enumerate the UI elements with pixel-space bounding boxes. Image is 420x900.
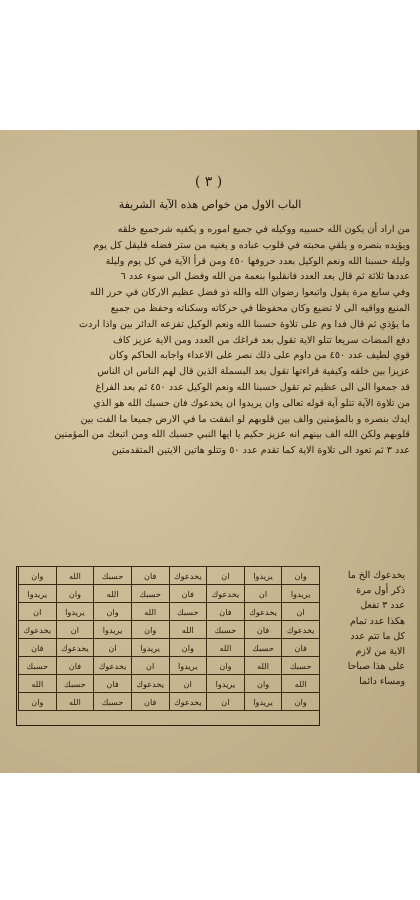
- body-line: ايدك بنصره و بالمؤمنين والف بين قلوبهم لو انفقت ما في الارض جميعا ما الفت بين: [80, 413, 410, 425]
- body-line: قلوبهم ولكن الله الف بينهم انه عزيز حكيم يا ايها النبي حسبك الله ومن اتبعك من المؤمنين: [54, 429, 410, 441]
- grid-cell: يريدوا: [131, 639, 169, 657]
- grid-cell: يخدعوك: [19, 621, 57, 639]
- grid-cell: الله: [131, 603, 169, 621]
- grid-cell: فان: [19, 639, 57, 657]
- grid-cell: يخدعوك: [207, 585, 245, 603]
- grid-cell: يريدوا: [169, 657, 207, 675]
- grid-cell: وان: [131, 621, 169, 639]
- grid-cell: حسبك: [169, 603, 207, 621]
- grid-cell: ان: [169, 675, 207, 693]
- grid-cell: يخدعوك: [282, 621, 320, 639]
- grid-cell: حسبك: [131, 585, 169, 603]
- grid-row: [19, 567, 320, 585]
- book-page: [0, 130, 420, 773]
- body-text: [18, 222, 410, 459]
- grid-cell: ان: [131, 657, 169, 675]
- grid-row: [19, 675, 320, 693]
- grid-cell: الله: [94, 585, 132, 603]
- grid-cell: الله: [244, 657, 282, 675]
- side-note-line: الاية من لازم: [355, 646, 405, 658]
- grid-cell: حسبك: [282, 657, 320, 675]
- grid-cell: وان: [244, 675, 282, 693]
- body-line: دفع المضات سريعا تتلو الاية تقول بعد فراغك من العدد ومن الاية عزيز كاف: [112, 334, 410, 346]
- grid-cell: الله: [56, 693, 94, 711]
- body-line: المنيع وواقيه الى لا تضيع وكان محفوظا في حركاته وسكناته وحفظ من جميع: [110, 302, 410, 314]
- grid-cell: يريدوا: [207, 675, 245, 693]
- grid-cell: يريدوا: [19, 585, 57, 603]
- grid-cell: ان: [282, 603, 320, 621]
- chapter-heading: الباب الاول من خواص هذه الآية الشريفة: [118, 198, 302, 211]
- grid-cell: حسبك: [207, 621, 245, 639]
- grid-cell: الله: [282, 675, 320, 693]
- body-line: قوي لطيف عدد ٤٥٠ من داوم على ذلك نصر على الاعداء واجابه الحاكم وكان: [109, 350, 410, 362]
- grid-cell: يخدعوك: [56, 639, 94, 657]
- grid-cell: وان: [19, 693, 57, 711]
- side-note-line: هكذا عدد تمام: [350, 615, 405, 627]
- grid-cell: يخدعوك: [94, 657, 132, 675]
- grid-cell: يريدوا: [244, 693, 282, 711]
- side-note-line: عدد ٣ تفعل: [360, 600, 405, 612]
- grid-cell: ان: [94, 639, 132, 657]
- body-line: ما يؤذي ثم قال فدا وم على تلاوة حسبنا الله ونعم الوكيل تفزعه الدائر بين واذا اردت: [79, 318, 410, 330]
- grid-cell: يريدوا: [56, 603, 94, 621]
- side-note-line: يخدعوك الخ ما: [347, 570, 405, 581]
- grid-cell: حسبك: [94, 567, 132, 585]
- side-note: [323, 568, 405, 690]
- grid-cell: فان: [169, 585, 207, 603]
- grid-cell: يخدعوك: [244, 603, 282, 621]
- grid-cell: الله: [207, 639, 245, 657]
- body-line: وفي سابع مرة يقول واتبعوا رضوان الله والله ذو فضل عظيم الاركان في حرز الله: [89, 287, 410, 299]
- body-line: قد جمعوا الى الى عظيم ثم تقول حسبنا الله ونعم الوكيل عدد ٤٥٠ ثم بعد الفراغ: [95, 381, 410, 393]
- grid-cell: وان: [282, 567, 320, 585]
- side-note-line: على هذا صباحا: [347, 661, 405, 673]
- grid-row: [19, 657, 320, 675]
- side-note-line: كل ما تتم عدد: [350, 630, 405, 642]
- talisman-grid: [18, 566, 320, 711]
- body-line: من تلاوة الآية تتلو آية قوله تعالى وان يريدوا ان يخدعوك فان حسبك الله هو الذي: [93, 397, 410, 409]
- grid-cell: ان: [207, 567, 245, 585]
- grid-cell: يخدعوك: [131, 675, 169, 693]
- grid-cell: الله: [56, 567, 94, 585]
- grid-cell: ان: [207, 693, 245, 711]
- grid-cell: وان: [282, 693, 320, 711]
- grid-cell: يخدعوك: [169, 567, 207, 585]
- grid-cell: وان: [56, 585, 94, 603]
- grid-cell: حسبك: [56, 675, 94, 693]
- grid-cell: فان: [94, 675, 132, 693]
- grid-row: [19, 621, 320, 639]
- grid-cell: فان: [56, 657, 94, 675]
- grid-cell: حسبك: [19, 657, 57, 675]
- body-line: ويؤيده بنصره و يلقي محبته في قلوب عباده و يغنيه من ستر فضله فليقل كل يوم: [93, 239, 410, 251]
- grid-cell: وان: [19, 567, 57, 585]
- grid-cell: الله: [19, 675, 57, 693]
- grid-row: [19, 585, 320, 603]
- grid-cell: ان: [19, 603, 57, 621]
- side-note-line: ذكر أول مرة: [356, 585, 405, 597]
- grid-cell: وان: [94, 603, 132, 621]
- grid-cell: فان: [207, 603, 245, 621]
- grid-cell: يريدوا: [282, 585, 320, 603]
- grid-cell: الله: [169, 621, 207, 639]
- grid-cell: ان: [56, 621, 94, 639]
- grid-cell: ان: [244, 585, 282, 603]
- body-line: عدد ٣ ثم تعود الى تلاوة الاية كما تقدم عدد ٥٠ وتتلو هاتين الايتين المتقدمتين: [111, 445, 410, 457]
- grid-cell: وان: [169, 639, 207, 657]
- grid-cell: يخدعوك: [169, 693, 207, 711]
- grid-cell: يريدوا: [94, 621, 132, 639]
- grid-cell: وان: [207, 657, 245, 675]
- grid-cell: حسبك: [244, 639, 282, 657]
- side-note-line: ومساء دائما: [359, 676, 405, 688]
- grid-cell: فان: [282, 639, 320, 657]
- body-line: عزيزا بين خلقه وكيفية قراءتها تقول بعد البسملة الذين قال لهم الناس ان الناس: [97, 366, 410, 378]
- page-number: ( ٣ ): [194, 174, 223, 190]
- body-line: من اراد أن يكون الله حسبيه ووكيله في جميع اموره و يكفيه شرجميع خلقه: [117, 224, 410, 235]
- body-line: عددها ثلاثة ثم قال بعد العدد فانقلبوا بنعمة من الله وفضل الى سوء عدد ٦: [120, 271, 410, 283]
- body-line: وليلة حسبنا الله ونعم الوكيل بعدد حروفها ٤٥٠ ومن قرأ الآية في كل يوم وليلة: [105, 255, 410, 267]
- grid-cell: فان: [131, 567, 169, 585]
- grid-row: [19, 603, 320, 621]
- grid-cell: يريدوا: [244, 567, 282, 585]
- grid-cell: فان: [131, 693, 169, 711]
- grid-row: [19, 639, 320, 657]
- grid-cell: حسبك: [94, 693, 132, 711]
- grid-cell: فان: [244, 621, 282, 639]
- grid-row: [19, 693, 320, 711]
